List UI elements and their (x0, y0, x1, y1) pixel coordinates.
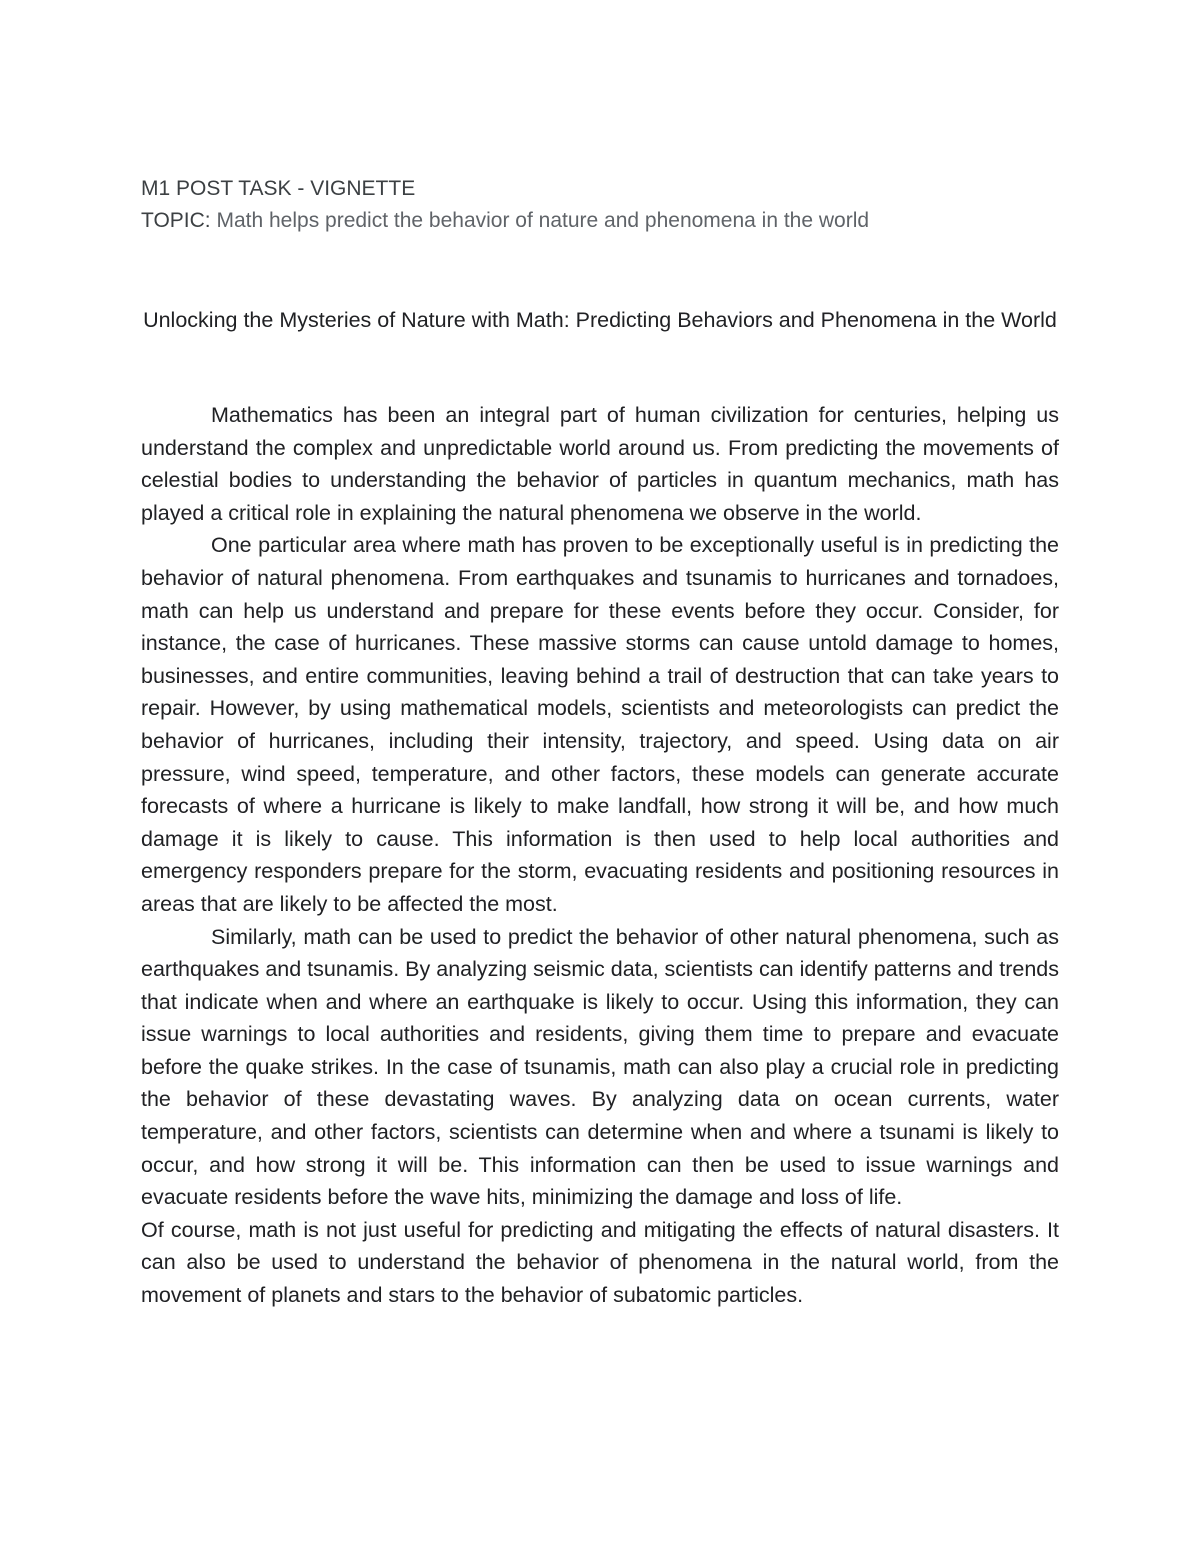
task-title: M1 POST TASK - VIGNETTE (141, 177, 416, 200)
paragraph-4: Of course, math is not just useful for predicting and mitigating the effects of natural disasters. It can also be used to understand the behavior of phenomena in the natural world, from the movement of planets and stars to the behavior of subatomic particles. (141, 1217, 1059, 1308)
paragraph-2: One particular area where math has proven to be exceptionally useful is in predicting the behavior of natural phenomena. From earthquakes and tsunamis to hurricanes and tornadoes, math can help us understand and prepare for these events before they occur. Consider, for instance, the case of hurricanes. These massive storms can cause untold damage to homes, businesses, and entire communities, leaving behind a trail of destruction that can take years to repair. However, by using mathematical models, scientists and meteorologists can predict the behavior of hurricanes, including their intensity, trajectory, and speed. Using data on air pressure, wind speed, temperature, and other factors, these models can generate accurate forecasts of where a hurricane is likely to make landfall, how strong it will be, and how much damage it is likely to cause. This information is then used to help local authorities and emergency responders prepare for the storm, evacuating residents and positioning resources in areas that are likely to be affected the most. (141, 533, 1059, 916)
article-title: Unlocking the Mysteries of Nature with Math: Predicting Behaviors and Phenomena in the World (143, 308, 1057, 332)
article-body (141, 399, 1059, 1312)
topic-line (141, 205, 1081, 237)
topic-text: Math helps predict the behavior of nature and phenomena in the world (216, 209, 870, 232)
paragraph-3: Similarly, math can be used to predict the behavior of other natural phenomena, such as earthquakes and tsunamis. By analyzing seismic data, scientists can identify patterns and trends that indicate when and where an earthquake is likely to occur. Using this information, they can issue warnings to local authorities and residents, giving them time to prepare and evacuate before the quake strikes. In the case of tsunamis, math can also play a crucial role in predicting the behavior of these devastating waves. By analyzing data on ocean currents, water temperature, and other factors, scientists can determine when and where a tsunami is likely to occur, and how strong it will be. This information can then be used to issue warnings and evacuate residents before the wave hits, minimizing the damage and loss of life. (141, 924, 1059, 1210)
document-header (141, 173, 1081, 237)
paragraph-1: Mathematics has been an integral part of human civilization for centuries, helping us understand the complex and unpredictable world around us. From predicting the movements of celestial bodies to understanding the behavior of particles in quantum mechanics, math has played a critical role in explaining the natural phenomena we observe in the world. (141, 403, 1059, 525)
topic-label: TOPIC: (141, 209, 211, 232)
